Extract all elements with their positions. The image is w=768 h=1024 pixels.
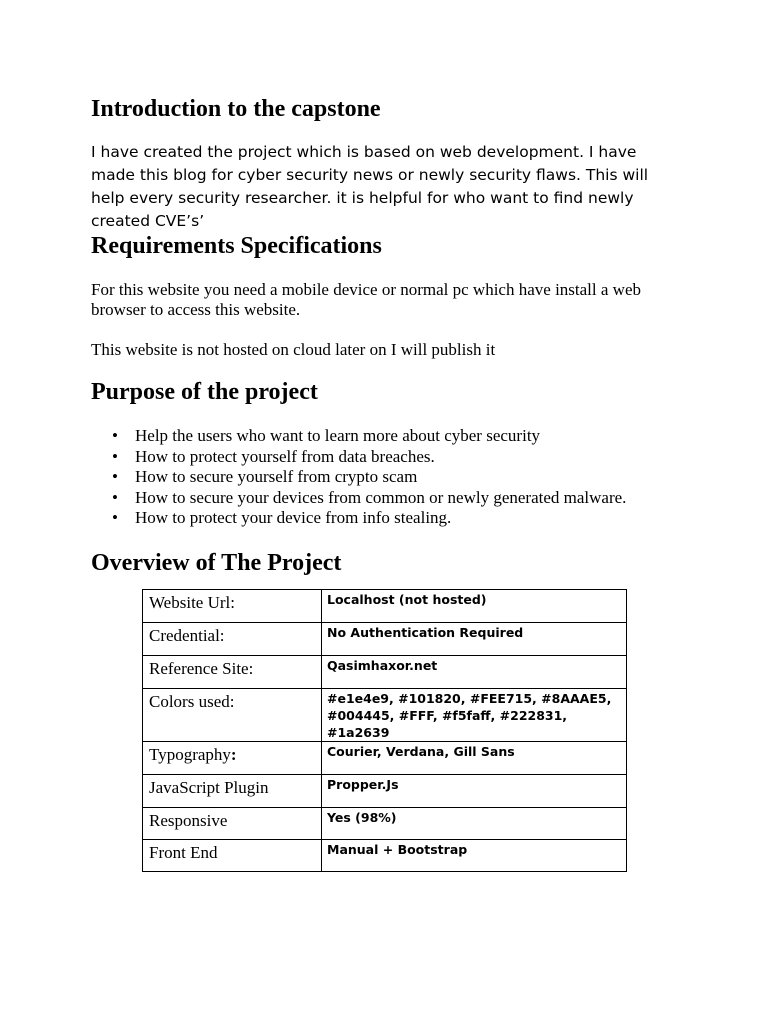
table-value-cell: #e1e4e9, #101820, #FEE715, #8AAAE5, #004445, #FFF, #f5faff, #222831, #1a2639	[322, 689, 627, 742]
list-item: • Help the users who want to learn more about cyber security	[91, 426, 681, 447]
table-value-cell: Manual + Bootstrap	[322, 840, 627, 872]
table-key-cell: Website Url:	[143, 590, 322, 623]
section-heading-purpose: Purpose of the project	[91, 379, 318, 405]
table-value-cell: Localhost (not hosted)	[322, 590, 627, 623]
table-key-cell: Front End	[143, 840, 322, 872]
table-value-cell: Qasimhaxor.net	[322, 656, 627, 689]
list-item: • How to protect your device from info stealing.	[91, 508, 681, 529]
intro-paragraph: I have created the project which is based on web development. I have made this blog for cyber security news or newly security flaws. This will help every security researcher. it is helpful for who want to find newly created CVE’s’	[91, 143, 649, 230]
table-value-cell: No Authentication Required	[322, 623, 627, 656]
table-key-cell: Responsive	[143, 808, 322, 840]
table-key-cell: Credential:	[143, 623, 322, 656]
table-key-cell: JavaScript Plugin	[143, 775, 322, 808]
table-value-cell: Propper.Js	[322, 775, 627, 808]
section-heading-requirements: Requirements Specifications	[91, 233, 382, 259]
section-heading-overview: Overview of The Project	[91, 550, 342, 576]
table-key-cell: Reference Site:	[143, 656, 322, 689]
table-value-cell: Yes (98%)	[322, 808, 627, 840]
table-row	[143, 590, 627, 623]
table-row	[143, 840, 627, 872]
table-key-text: Typography	[149, 745, 231, 764]
table-row	[143, 808, 627, 840]
table-row	[143, 775, 627, 808]
list-item: • How to secure your devices from common or newly generated malware.	[91, 488, 681, 509]
table-value-cell: Courier, Verdana, Gill Sans	[322, 742, 627, 775]
table-key-cell	[143, 742, 322, 775]
requirements-paragraph-1: For this website you need a mobile device or normal pc which have install a web browser to access this website.	[91, 280, 641, 319]
overview-table	[142, 589, 627, 872]
requirements-paragraph-2: This website is not hosted on cloud later on I will publish it	[91, 340, 496, 359]
table-row	[143, 623, 627, 656]
purpose-list	[91, 426, 681, 529]
table-row	[143, 689, 627, 742]
table-row	[143, 742, 627, 775]
table-row	[143, 656, 627, 689]
section-heading-intro: Introduction to the capstone	[91, 96, 381, 122]
table-key-colon: :	[230, 745, 237, 764]
list-item: • How to protect yourself from data breaches.	[91, 447, 681, 468]
table-key-cell: Colors used:	[143, 689, 322, 742]
list-item: • How to secure yourself from crypto scam	[91, 467, 681, 488]
